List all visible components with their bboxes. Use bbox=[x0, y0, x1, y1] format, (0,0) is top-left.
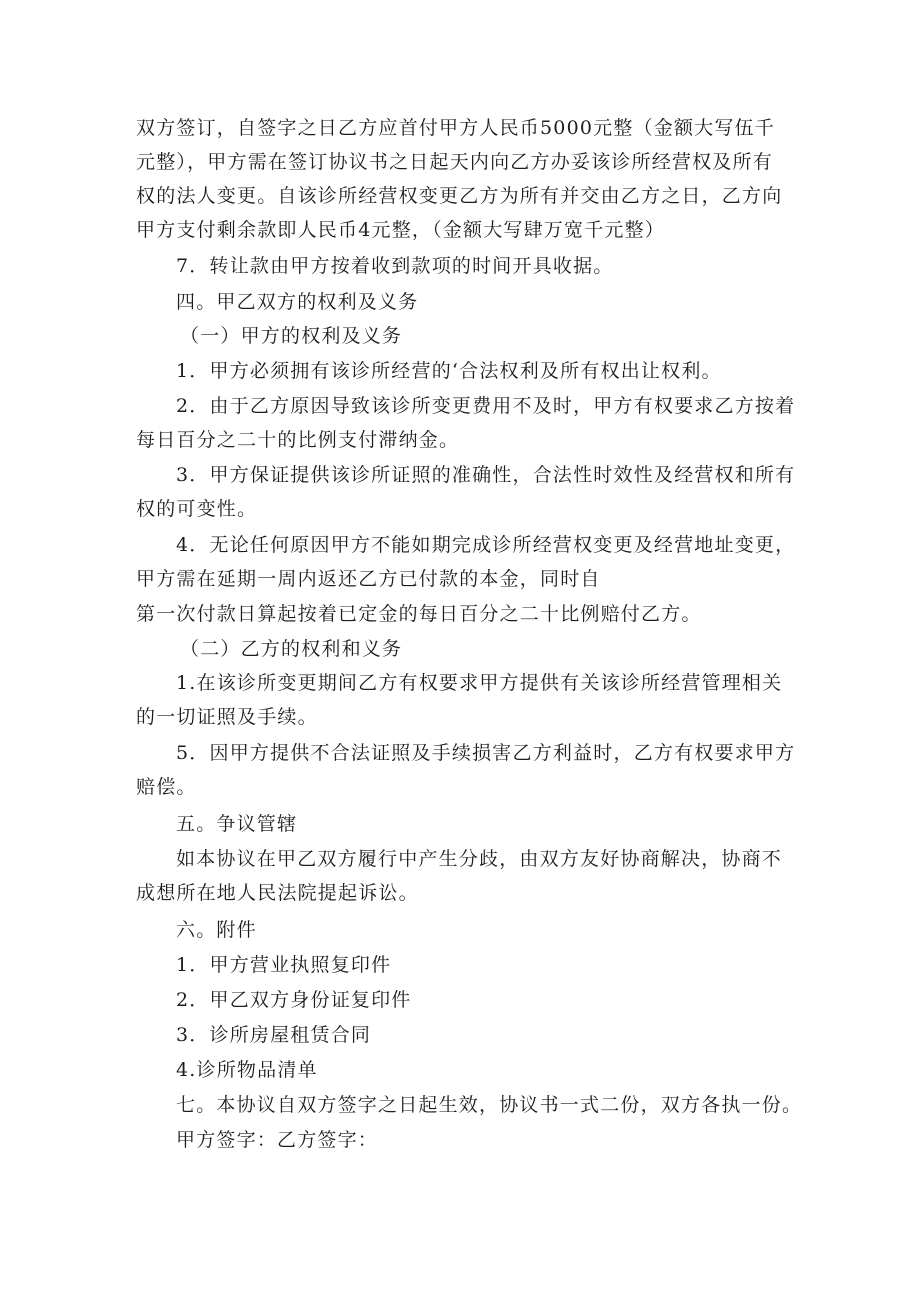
section-heading-7: 七。本协议自双方签字之日起生效，协议书一式二份，双方各执一份。 bbox=[176, 1094, 803, 1116]
paragraph-line: 成想所在地人民法院提起诉讼。 bbox=[136, 882, 419, 904]
paragraph-line: 双方签订，自签字之日乙方应首付甲方人民币5000元整（金额大写伍千 bbox=[136, 117, 775, 139]
subsection-heading-party-a: （一）甲方的权利及义务 bbox=[180, 325, 403, 347]
clause-a1: 1．甲方必须拥有该诊所经营的‘合法权利及所有权出让权利。 bbox=[176, 360, 722, 382]
clause-7: 7．转让款由甲方按着收到款项的时间开具收据。 bbox=[176, 255, 614, 277]
clause-a2: 2．由于乙方原因导致该诊所变更费用不及时，甲方有权要求乙方按着 bbox=[176, 395, 796, 417]
clause-b5: 5．因甲方提供不合法证照及手续损害乙方利益时，乙方有权要求甲方 bbox=[176, 742, 796, 764]
attachment-3: 3．诊所房屋租赁合同 bbox=[176, 1024, 372, 1046]
clause-a4: 4．无论任何原因甲方不能如期完成诊所经营权变更及经营地址变更， bbox=[176, 534, 796, 556]
paragraph-line: 权的法人变更。自该诊所经营权变更乙方为所有并交由乙方之日，乙方向 bbox=[136, 185, 783, 207]
attachment-2: 2．甲乙双方身份证复印件 bbox=[176, 989, 412, 1011]
attachment-1: 1．甲方营业执照复印件 bbox=[176, 954, 392, 976]
section-heading-5: 五。争议管辖 bbox=[176, 813, 298, 835]
paragraph-line: 赔偿。 bbox=[136, 776, 197, 798]
section-heading-6: 六。附件 bbox=[176, 919, 257, 941]
signature-line: 甲方签字：乙方签字： bbox=[176, 1129, 379, 1151]
clause-b1: 1.在该诊所变更期间乙方有权要求甲方提供有关该诊所经营管理相关 bbox=[176, 672, 783, 694]
attachment-4: 4.诊所物品清单 bbox=[176, 1059, 318, 1081]
paragraph-line: 第一次付款日算起按着已定金的每日百分之二十比例赔付乙方。 bbox=[136, 603, 702, 625]
paragraph-line: 甲方需在延期一周内返还乙方已付款的本金，同时自 bbox=[136, 568, 601, 590]
clause-a3: 3．甲方保证提供该诊所证照的准确性，合法性时效性及经营权和所有 bbox=[176, 464, 796, 486]
dispute-clause: 如本协议在甲乙双方履行中产生分歧，由双方友好协商解决，协商不 bbox=[176, 848, 783, 870]
paragraph-line: 元整），甲方需在签订协议书之日起天内向乙方办妥该诊所经营权及所有 bbox=[136, 151, 773, 173]
paragraph-line: 每日百分之二十的比例支付滞纳金。 bbox=[136, 429, 460, 451]
paragraph-line: 权的可变性。 bbox=[136, 498, 258, 520]
paragraph-line: 甲方支付剩余款即人民币4元整，（金额大写肆万宽千元整） bbox=[136, 219, 665, 241]
subsection-heading-party-b: （二）乙方的权利和义务 bbox=[180, 638, 403, 660]
paragraph-line: 的一切证照及手续。 bbox=[136, 706, 318, 728]
section-heading-4: 四。甲乙双方的权利及义务 bbox=[176, 291, 419, 313]
